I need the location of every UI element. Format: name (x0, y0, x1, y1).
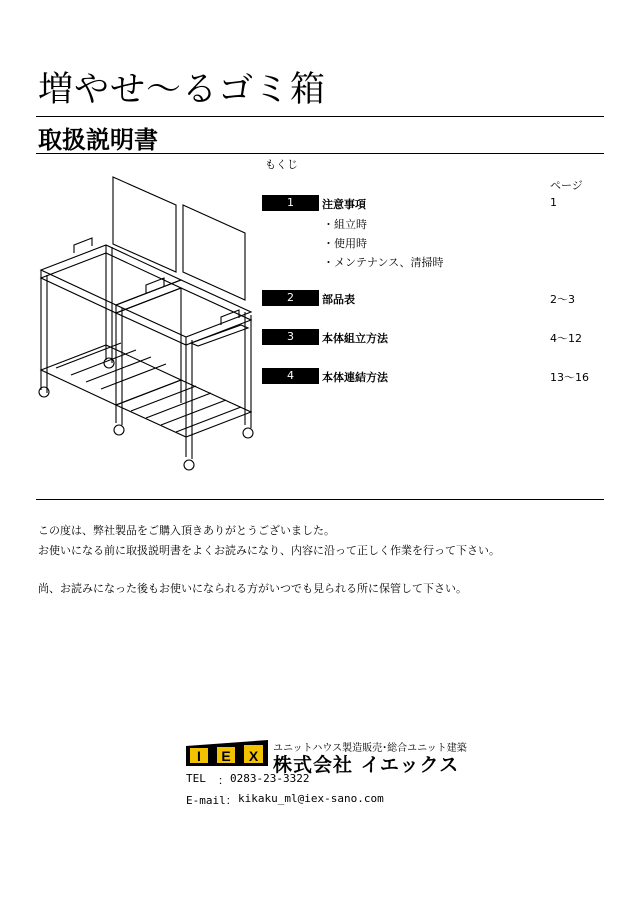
toc-number-badge: 3 (262, 329, 319, 345)
intro-paragraph: お使いになる前に取扱説明書をよくお読みになり、内容に沿って正しく作業を行って下さい。 (38, 544, 500, 557)
toc-item-page: 1 (550, 196, 557, 209)
toc-item-label: 注意事項 (322, 198, 366, 211)
logo-letter: E (221, 748, 231, 764)
tel-label: TEL (186, 772, 206, 785)
toc-heading: もくじ (265, 158, 298, 171)
tel-number: 0283-23-3322 (230, 772, 310, 785)
email-label: E-mail： (186, 794, 237, 807)
email-address[interactable]: kikaku_ml@iex-sano.com (238, 792, 384, 805)
toc-item-label: 部品表 (322, 293, 355, 306)
toc-item-2 (262, 290, 612, 306)
subtitle-divider (36, 153, 604, 154)
tel-separator: ： (218, 774, 229, 787)
trash-bin-illustration (36, 175, 261, 480)
logo-letter: X (248, 748, 259, 764)
toc-item-page: 2～3 (550, 293, 575, 306)
toc-page-header: ページ (550, 179, 583, 192)
intro-paragraph: 尚、お読みになった後もお使いになられる方がいつでも見られる所に保管して下さい。 (38, 582, 467, 595)
intro-paragraph: この度は、弊社製品をご購入頂きありがとうございました。 (38, 524, 335, 537)
iex-logo (186, 738, 268, 768)
document-title: 増やせ～るゴミ箱 (38, 70, 327, 110)
toc-item-3 (262, 329, 612, 345)
toc-divider (36, 499, 604, 500)
toc-number-badge: 1 (262, 195, 319, 211)
toc-item-label: 本体連結方法 (322, 371, 388, 384)
toc-item-page: 13～16 (550, 371, 589, 384)
title-divider (36, 116, 604, 117)
toc-item-4 (262, 368, 612, 384)
company-tagline: ユニットハウス製造販売･総合ユニット建築 (273, 743, 467, 754)
toc-sub-item: ・メンテナンス、清掃時 (323, 256, 444, 269)
toc-number-badge: 4 (262, 368, 319, 384)
toc-sub-item: ・使用時 (323, 237, 367, 250)
company-name: 株式会社 イエックス (273, 754, 460, 776)
logo-letter: I (197, 748, 201, 764)
toc-item-page: 4～12 (550, 332, 582, 345)
toc-number-badge: 2 (262, 290, 319, 306)
document-subtitle: 取扱説明書 (38, 126, 158, 154)
toc-item-1 (262, 195, 612, 211)
toc-item-label: 本体組立方法 (322, 332, 388, 345)
toc-sub-item: ・組立時 (323, 218, 367, 231)
